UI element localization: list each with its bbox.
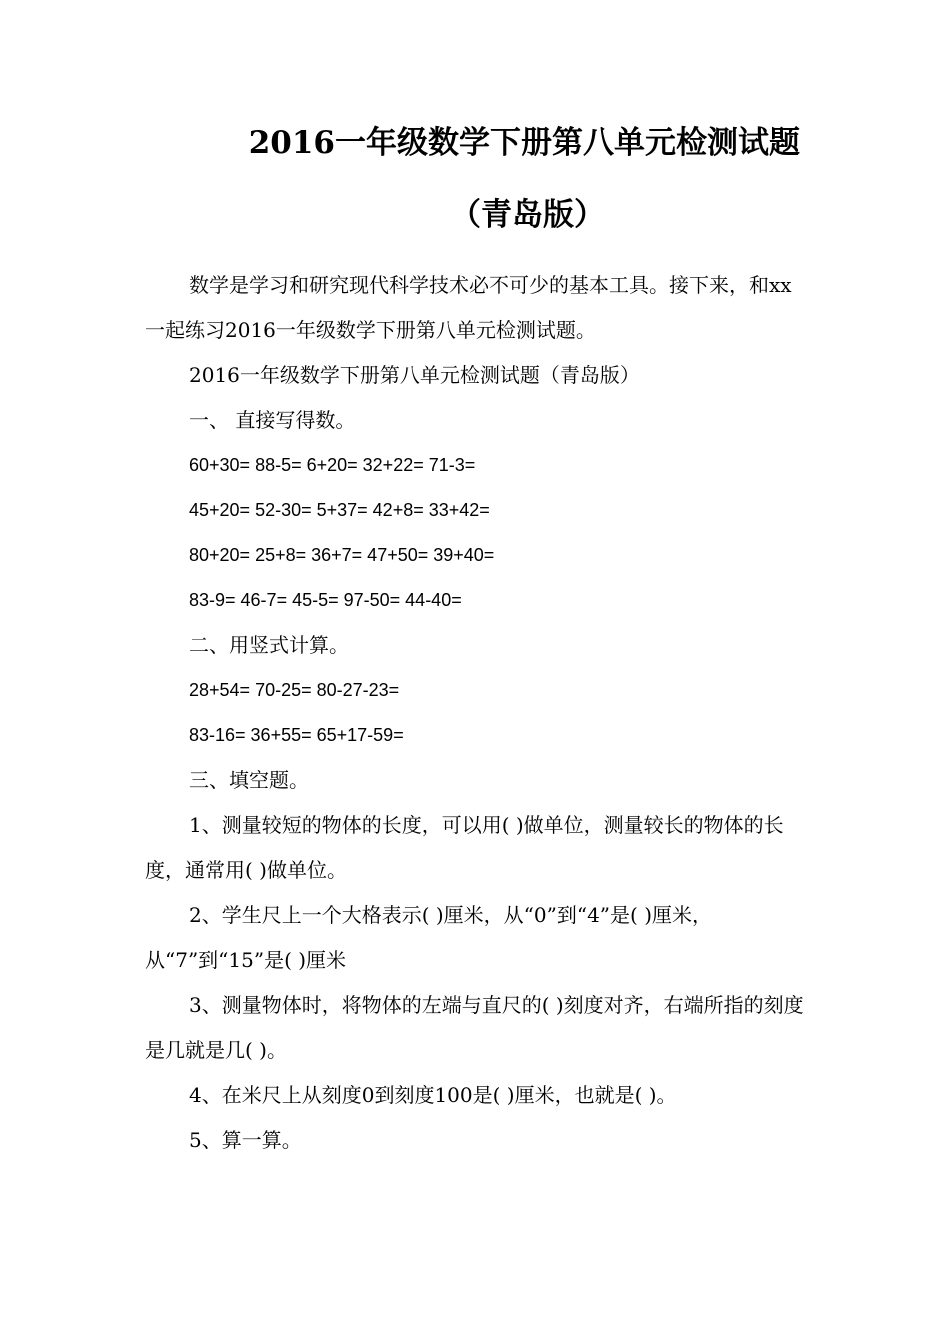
repeat-title: 2016一年级数学下册第八单元检测试题（青岛版）: [189, 363, 640, 387]
section2-heading: 二、用竖式计算。: [189, 633, 349, 657]
section1-row: 60+30= 88-5= 6+20= 32+22= 71-3=: [189, 455, 476, 475]
section2-row: 28+54= 70-25= 80-27-23=: [189, 680, 400, 700]
section3-item: 1、测量较短的物体的长度，可以用( )做单位，测量较长的物体的长度，通常用( )做单位。: [145, 813, 784, 882]
document-subtitle: （青岛版）: [450, 197, 605, 233]
intro-paragraph: 数学是学习和研究现代科学技术必不可少的基本工具。接下来，和xx一起练习2016一年级数学下册第八单元检测试题。: [145, 273, 792, 342]
section3-item: 5、算一算。: [189, 1128, 302, 1152]
document-title: 2016一年级数学下册第八单元检测试题: [248, 125, 800, 161]
section3-item: 2、学生尺上一个大格表示( )厘米，从“0”到“4”是( )厘米，从“7”到“15”是( )厘米: [145, 903, 712, 972]
section1-row: 83-9= 46-7= 45-5= 97-50= 44-40=: [189, 590, 462, 610]
document-page: [145, 118, 810, 1163]
section1-row: 80+20= 25+8= 36+7= 47+50= 39+40=: [189, 545, 495, 565]
section1-row: 45+20= 52-30= 5+37= 42+8= 33+42=: [189, 500, 490, 520]
section3-heading: 三、填空题。: [189, 768, 309, 792]
section2-row: 83-16= 36+55= 65+17-59=: [189, 725, 404, 745]
section3-item: 3、测量物体时，将物体的左端与直尺的( )刻度对齐，右端所指的刻度是几就是几( )。: [145, 993, 804, 1062]
section1-heading: 一、 直接写得数。: [189, 408, 356, 432]
section3-item: 4、在米尺上从刻度0到刻度100是( )厘米，也就是( )。: [189, 1083, 677, 1107]
